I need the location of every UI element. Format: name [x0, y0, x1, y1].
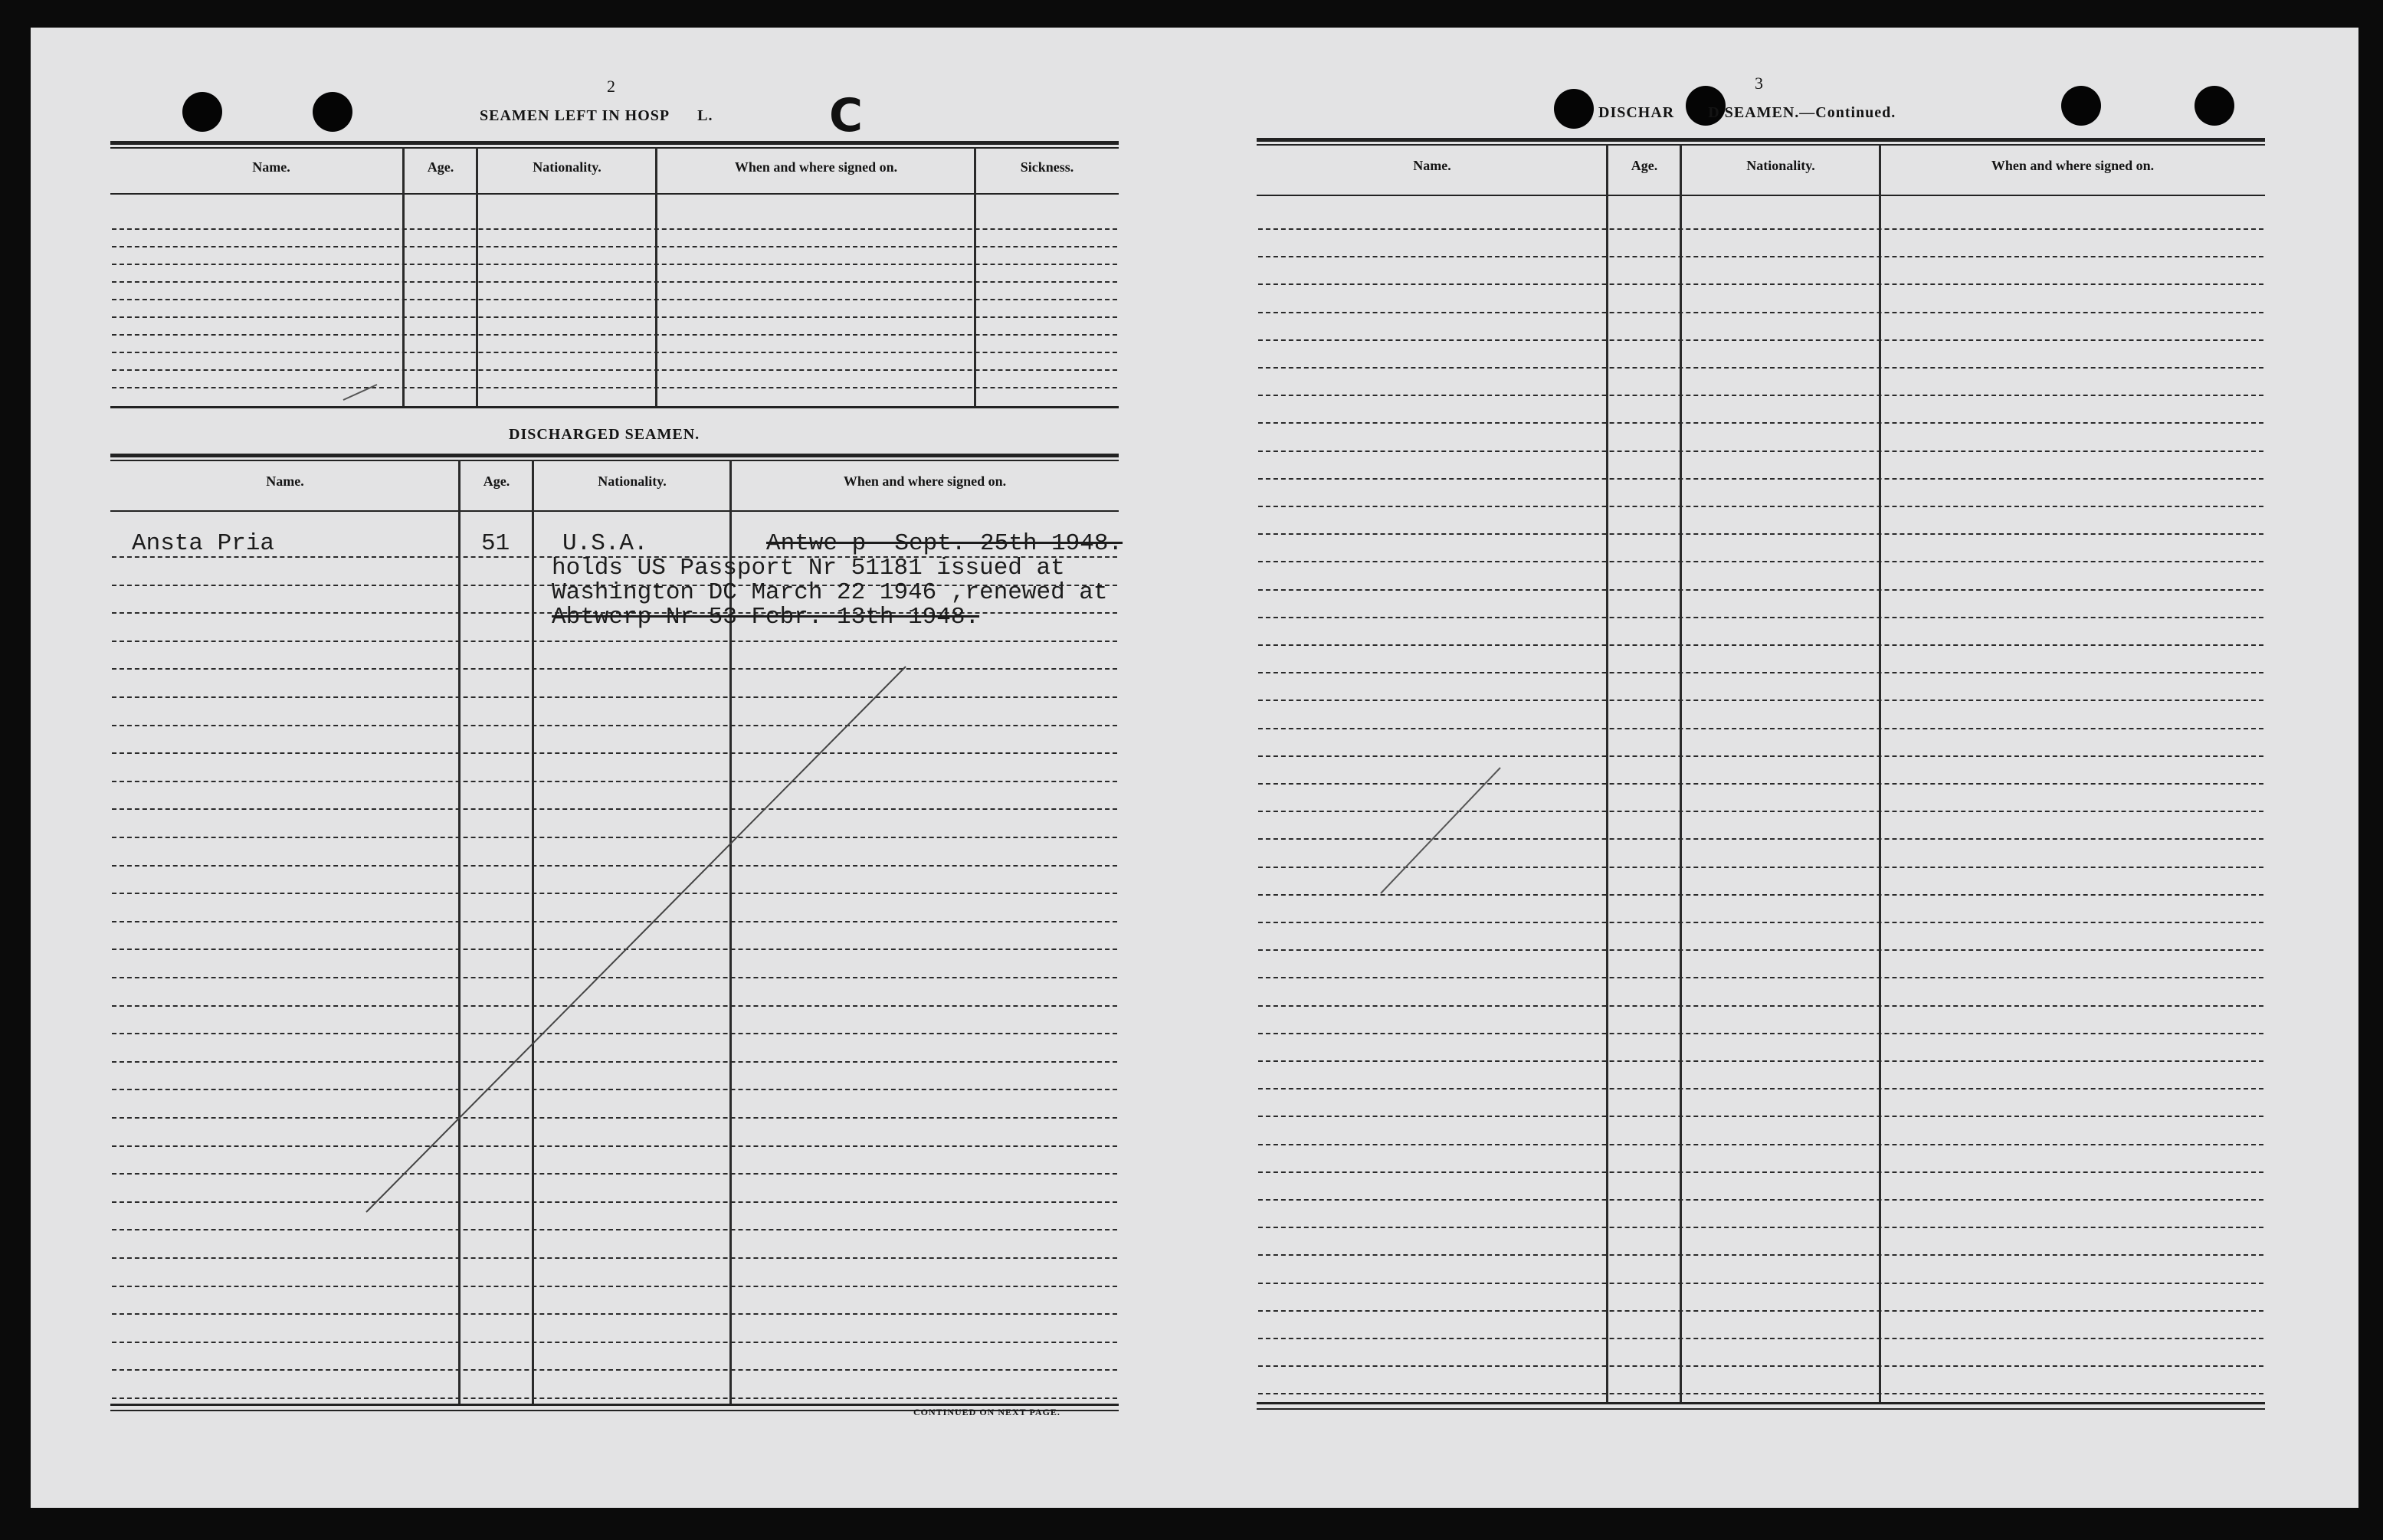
col-header-name: Name.: [1413, 158, 1451, 173]
col-header-signed-on: When and where signed on.: [1991, 158, 2155, 173]
seaman-name: Ansta Pria: [132, 530, 275, 557]
stamp-letter: C: [829, 89, 864, 143]
page-number: 3: [1755, 74, 1763, 93]
seaman-nationality: U.S.A.: [562, 530, 648, 557]
col-header-signed-on: When and where signed on.: [843, 473, 1007, 489]
hospital-title-tail: L.: [697, 107, 713, 124]
col-header-signed-on: When and where signed on.: [734, 159, 898, 175]
col-header-age: Age.: [427, 159, 454, 175]
col-header-name: Name.: [252, 159, 290, 175]
cancel-stroke: [1381, 768, 1500, 893]
seaman-age: 51: [481, 530, 510, 557]
cancel-stroke: [366, 667, 906, 1212]
col-header-age: Age.: [483, 473, 510, 489]
col-header-nationality: Nationality.: [598, 473, 667, 489]
passport-note-line-3: Abtwerp Nr 53 Febr. 13th 1948.: [552, 604, 980, 631]
continued-title-head: DISCHAR: [1598, 104, 1675, 121]
seaman-signed-on: Antwe p Sept. 25th 1948.: [766, 530, 1123, 557]
section-title-discharged: DISCHARGED SEAMEN.: [509, 426, 700, 443]
continued-title-tail: D SEAMEN.—Continued.: [1708, 104, 1896, 121]
col-header-age: Age.: [1631, 158, 1658, 173]
col-header-nationality: Nationality.: [1746, 158, 1815, 173]
passport-note-line-2: Washington DC March 22 1946 ,renewed at: [552, 579, 1108, 606]
continued-footer: CONTINUED ON NEXT PAGE.: [913, 1407, 1060, 1417]
pencil-cancel-marks: [31, 28, 2358, 1508]
document-sheet: [31, 28, 2358, 1508]
pencil-tick: [343, 385, 377, 400]
col-header-sickness: Sickness.: [1020, 159, 1074, 175]
col-header-nationality: Nationality.: [533, 159, 601, 175]
col-header-name: Name.: [266, 473, 304, 489]
hospital-title-head: SEAMEN LEFT IN HOSP: [480, 107, 670, 124]
passport-note-line-1: holds US Passport Nr 51181 issued at: [552, 555, 1065, 582]
page-number: 2: [607, 77, 615, 96]
